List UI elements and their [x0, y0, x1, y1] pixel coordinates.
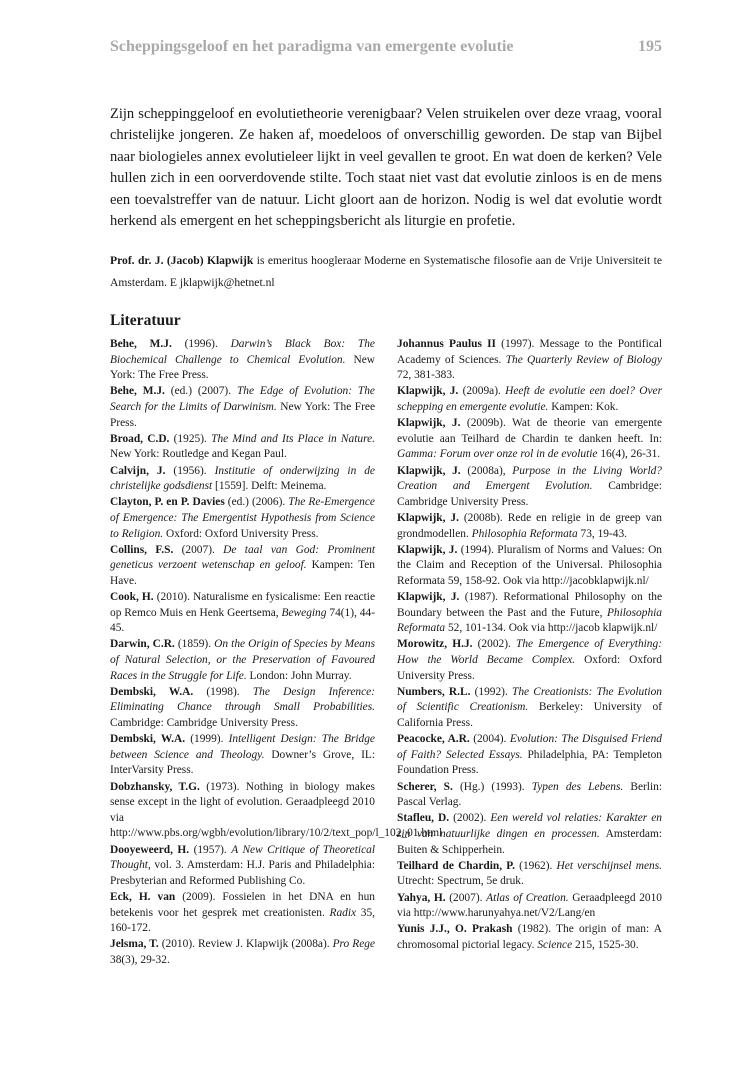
reference-text: (1996).	[171, 338, 231, 350]
reference-entry	[110, 384, 375, 431]
reference-text: Berlin: Pascal Verlag.	[397, 780, 662, 809]
reference-title: Intelligent Design: The Bridge between Science and Theology.	[110, 733, 375, 761]
reference-entry	[397, 337, 662, 384]
reference-author: Eck, H. van	[110, 890, 176, 903]
reference-entry	[397, 637, 662, 684]
reference-title: Philosophia Reformata	[397, 606, 662, 635]
reference-text: Cambridge: Cambridge University Press.	[110, 717, 298, 729]
reference-title: Het verschijnsel mens.	[556, 859, 662, 872]
reference-author: Klapwijk, J.	[397, 385, 459, 398]
reference-entry	[110, 843, 375, 890]
reference-text: (2004).	[469, 733, 510, 746]
reference-title: On the Origin of Species by Means of Natural Selection, or the Preservation of Favoured Races in the Struggle for Life.	[110, 638, 376, 682]
reference-entry	[110, 890, 375, 937]
reference-title: The Mind and Its Place in Nature.	[211, 432, 375, 445]
reference-text: (2010). Naturalisme en fysicalisme: Een reactie op Remco Muis en Henk Geertsema,	[110, 591, 375, 619]
reference-text: Berkeley: University of California Press.	[397, 701, 662, 729]
reference-text: (ed.) (2006).	[224, 496, 289, 509]
reference-entry	[110, 637, 375, 684]
reference-author: Broad, C.D.	[110, 432, 170, 445]
reference-text: (2010). Review J. Klapwijk (2008a).	[158, 938, 333, 951]
reference-text: Cambridge: Cambridge University Press.	[397, 480, 662, 508]
reference-text: London: John Murray.	[246, 669, 352, 682]
reference-title: The Emergence of Everything: How the World Became Complex.	[397, 638, 662, 667]
reference-text: (1859).	[174, 638, 215, 651]
reference-text: (2002).	[472, 638, 517, 651]
reference-author: Peacocke, A.R.	[397, 733, 470, 746]
reference-entry	[397, 685, 662, 732]
reference-author: Stafleu, D.	[397, 812, 450, 825]
reference-text: (2008b). Rede en religie in de greep van grondmodellen.	[397, 511, 663, 540]
reference-entry	[110, 732, 375, 779]
reference-author: Collins, F.S.	[110, 543, 174, 556]
reference-author: Dembski, W.A.	[110, 733, 186, 746]
reference-title: Evolution: The Disguised Friend of Faith? Selected Essays.	[397, 733, 662, 761]
reference-entry	[110, 432, 375, 463]
reference-entry	[110, 590, 375, 637]
reference-author: Scherer, S.	[397, 780, 453, 793]
author-note	[110, 250, 662, 294]
reference-text: New York: The Free Press.	[110, 353, 375, 382]
reference-author: Johannus Paulus II	[397, 338, 496, 350]
reference-author: Dobzhansky, T.G.	[110, 780, 200, 793]
reference-author: Calvijn, J.	[110, 464, 166, 477]
reference-entry	[397, 859, 662, 890]
reference-title: Radix	[329, 906, 357, 919]
reference-entry	[110, 937, 375, 968]
reference-author: Klapwijk, J.	[397, 591, 460, 604]
reference-text: 38(3), 29-32.	[110, 953, 170, 966]
reference-text: (1982). The origin of man: A chromosomal pictorial legacy.	[397, 923, 662, 951]
reference-entry	[110, 337, 375, 384]
reference-text: (2007).	[445, 891, 487, 904]
reference-author: Klapwijk, J.	[397, 543, 458, 556]
reference-text: 74(1), 44-45.	[110, 606, 375, 635]
page-number: 195	[638, 38, 662, 55]
reference-title: Purpose in the Living World? Creation and Emergent Evolution.	[397, 464, 663, 493]
reference-text: 215, 1525-30.	[572, 938, 639, 951]
reference-entry	[110, 685, 375, 732]
reference-title: Typen des Lebens.	[531, 780, 624, 793]
reference-title: The Creationists: The Evolution of Scientific Creationism.	[397, 685, 662, 714]
reference-text: New York: The Free Press.	[110, 400, 376, 429]
reference-text: (2007).	[173, 543, 224, 556]
reference-text: (1962).	[515, 859, 557, 872]
reference-title: Atlas of Creation.	[486, 891, 569, 904]
reference-title: De taal van God: Prominent geneticus verzoent wetenschap en geloof.	[110, 543, 375, 572]
reference-text: (1997). Message to the Pontifical Academy of Sciences.	[397, 338, 663, 366]
reference-entry	[397, 891, 662, 922]
reference-text: (1925).	[169, 432, 212, 445]
reference-title: The Quarterly Review of Biology	[505, 353, 663, 366]
reference-text: (2002).	[449, 812, 491, 825]
reference-title: Heeft de evolutie een doel? Over schepping en emergente evolutie.	[397, 385, 662, 413]
reference-text: 16(4), 26-31.	[597, 448, 661, 461]
reference-author: Clayton, P. en P. Davies	[110, 496, 225, 509]
reference-text: 52, 101-134. Ook via http://jacob klapwijk.nl/	[445, 622, 658, 635]
reference-author: Behe, M.J.	[110, 385, 165, 398]
reference-author: Klapwijk, J.	[397, 464, 461, 477]
reference-text: (1987). Reformational Philosophy on the Boundary between the Past and the Future,	[397, 591, 662, 619]
reference-text: (2009a).	[458, 385, 506, 398]
reference-title: Science	[537, 938, 573, 951]
reference-title: Gamma: Forum over onze rol in de evolutie	[397, 448, 598, 461]
reference-text: New York: Routledge and Kegan Paul.	[110, 448, 287, 461]
reference-title: A New Critique of Theoretical Thought,	[110, 843, 375, 872]
reference-text: 72, 381-383.	[397, 369, 455, 382]
reference-text: Kampen: Kok.	[548, 400, 619, 413]
reference-author: Jelsma, T.	[110, 938, 159, 951]
literature-heading: Literatuur	[110, 312, 181, 329]
reference-title: Pro Rege	[332, 938, 375, 951]
reference-text: 35, 160-172.	[110, 906, 375, 935]
author-name: Prof. dr. J. (Jacob) Klapwijk	[110, 254, 254, 267]
reference-text: Kampen: Ten Have.	[110, 559, 375, 587]
reference-title: The Re-Emergence of Emergence: The Emergentist Hypothesis from Science to Religion.	[110, 496, 375, 540]
running-head	[110, 38, 662, 62]
reference-entry	[397, 511, 662, 542]
reference-entry	[110, 543, 375, 590]
reference-author: Teilhard de Chardin, P.	[397, 859, 515, 872]
reference-text: 73, 19-43.	[577, 527, 628, 540]
reference-entry	[397, 811, 662, 858]
reference-text: (1956).	[165, 464, 215, 477]
reference-author: Numbers, R.L.	[397, 685, 471, 698]
author-affiliation: is emeritus hoogleraar Moderne en Systematische filosofie aan de Vrije Universiteit te Amsterdam. E jklapwijk@hetnet.nl	[110, 254, 662, 289]
reference-author: Yunis J.J., O. Prakash	[397, 923, 513, 936]
abstract-paragraph: Zijn scheppinggeloof en evolutietheorie verenigbaar? Velen struikelen over deze vraag, vooral christelijke jongeren. Ze haken af, moedeloos of onverschillig geworden. De stap van Bijbel naar biologieles annex evolutieleer lijkt in veel gevallen te groot. En wat doen de kerken? Vele hullen zich in een oorverdovende stilte. Toch staat niet vast dat evolutie zinloos is en de mens een toevalstreffer van de natuur. Licht gloort aan de horizon. Nodig is wel dat evolutie wordt herkend als emergent en het scheppingsbericht als liturgie en profetie.	[110, 106, 662, 230]
reference-author: Klapwijk, J.	[397, 511, 459, 524]
reference-title: Philosophia Reformata	[471, 527, 578, 540]
reference-author: Morowitz, H.J.	[397, 638, 473, 651]
reference-author: Cook, H.	[110, 591, 154, 604]
references-right-column	[397, 337, 662, 954]
reference-author: Dembski, W.A.	[110, 685, 194, 698]
reference-text: (1994). Pluralism of Norms and Values: On the Claim and Reception of the Universal. Philosophia Reformata 59, 158-92. Ook via http://jacobklapwijk.nl/	[397, 543, 662, 587]
reference-entry	[110, 464, 375, 495]
reference-text: Oxford: Oxford University Press.	[397, 654, 662, 682]
reference-entry	[397, 780, 662, 811]
reference-text: (2009). Fossielen in het DNA en hun betekenis voor het gesprek met creationisten.	[110, 890, 376, 919]
reference-author: Behe, M.J.	[110, 338, 172, 350]
reference-text: Utrecht: Spectrum, 5e druk.	[397, 875, 524, 888]
reference-title: The Design Inference: Eliminating Chance through Small Probabilities.	[110, 685, 375, 714]
reference-title: Een wereld vol relaties: Karakter en zin van natuurlijke dingen en processen.	[397, 812, 662, 840]
reference-text: Oxford: Oxford University Press.	[163, 527, 319, 540]
reference-text: Downer’s Grove, IL: InterVarsity Press.	[110, 748, 376, 777]
reference-text: (ed.) (2007).	[164, 385, 237, 398]
reference-entry	[397, 732, 662, 779]
reference-text: (1973). Nothing in biology makes sense except in the light of evolution. Geraadpleegd 2010 via http://www.pbs.org/wgbh/evolution/library/10/2/text_pop/l_102_01.html	[110, 780, 443, 840]
reference-entry	[397, 384, 662, 415]
reference-text: (Hg.) (1993).	[452, 780, 532, 793]
reference-entry	[397, 922, 662, 953]
running-head-title: Scheppingsgeloof en het paradigma van emergente evolutie	[110, 38, 514, 55]
reference-entry	[110, 495, 375, 542]
reference-entry	[397, 590, 662, 637]
reference-author: Dooyeweerd, H.	[110, 843, 190, 856]
reference-author: Darwin, C.R.	[110, 638, 175, 651]
reference-text: (2008a),	[460, 464, 513, 477]
reference-text: (1998).	[193, 685, 253, 698]
reference-text: vol. 3. Amsterdam: H.J. Paris and Philadelphia: Presbyterian and Reformed Publishing Co.	[110, 859, 375, 887]
reference-entry	[397, 543, 662, 590]
reference-entry	[397, 416, 662, 463]
reference-text: (2009b). Wat de theorie van emergente evolutie aan Teilhard de Chardin te danken heeft. In:	[397, 417, 663, 445]
reference-title: Beweging	[281, 606, 327, 619]
reference-title: Darwin’s Black Box: The Biochemical Challenge to Chemical Evolution.	[110, 338, 375, 366]
reference-title: The Edge of Evolution: The Search for the Limits of Darwinism.	[110, 385, 375, 413]
reference-title: Institutie of onderwijzing in de christelijke godsdienst	[110, 464, 375, 493]
reference-text: Geraadpleegd 2010 via http://www.harunyahya.net/V2/Lang/en	[397, 891, 662, 920]
reference-author: Yahya, H.	[397, 891, 446, 904]
reference-text: Philadelphia, PA: Templeton Foundation Press.	[397, 748, 662, 777]
reference-text: (1999).	[185, 733, 229, 746]
reference-text: (1992).	[470, 685, 512, 698]
reference-text: Amsterdam: Buiten & Schipperhein.	[397, 827, 662, 856]
reference-author: Klapwijk, J.	[397, 417, 461, 430]
reference-text: (1957).	[189, 843, 232, 856]
reference-text: [1559]. Delft: Meinema.	[212, 480, 327, 493]
reference-entry	[397, 464, 662, 511]
